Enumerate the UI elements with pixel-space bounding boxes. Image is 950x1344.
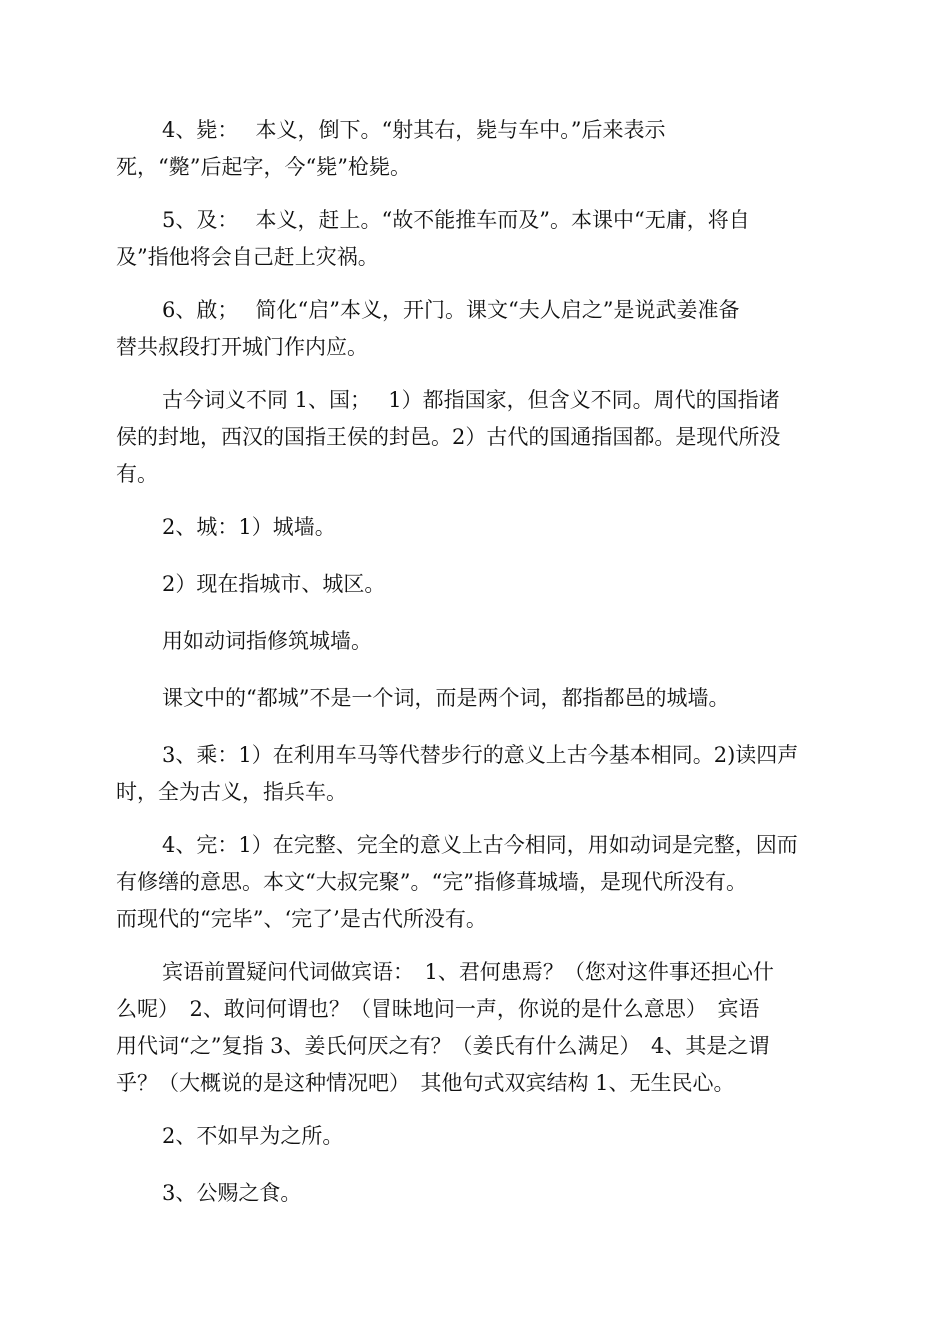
line: 3、乘：1）在利用车马等代替步行的意义上古今基本相同。2)读四声 (162, 743, 799, 767)
paragraph-ducheng (116, 680, 828, 717)
line: 4、完：1）在完整、完全的意义上古今相同，用如动词是完整，因而 (162, 833, 798, 857)
line: 侯的封地，西汉的国指王侯的封邑。2）古代的国通指国都。是现代所没 (116, 425, 781, 449)
line: 么呢） 2、敢问何谓也？（冒昧地问一声，你说的是什么意思） 宾语 (116, 997, 760, 1021)
document-page (116, 112, 828, 1232)
paragraph-qi (116, 292, 828, 366)
line: 6、啟； 简化“启”本义，开门。课文“夫人启之”是说武姜准备 (162, 298, 740, 322)
line: 3、公赐之食。 (162, 1181, 302, 1205)
paragraph-example-3 (116, 1175, 828, 1212)
line: 时，全为古义，指兵车。 (116, 780, 347, 804)
line: 替共叔段打开城门作内应。 (116, 335, 368, 359)
paragraph-cheng (116, 509, 828, 546)
paragraph-cheng-verb (116, 623, 828, 660)
line: 及”指他将会自己赶上灾祸。 (116, 245, 379, 269)
paragraph-ji (116, 202, 828, 276)
line: 2、城：1）城墙。 (162, 515, 336, 539)
line: 课文中的“都城”不是一个词，而是两个词，都指都邑的城墙。 (162, 686, 730, 710)
line: 宾语前置疑问代词做宾语： 1、君何患焉？（您对这件事还担心什 (162, 960, 774, 984)
paragraph-object-preposing (116, 954, 828, 1102)
line: 2）现在指城市、城区。 (162, 572, 386, 596)
line: 2、不如早为之所。 (162, 1124, 344, 1148)
line: 用代词“之”复指 3、姜氏何厌之有？（姜氏有什么满足） 4、其是之谓 (116, 1034, 770, 1058)
paragraph-cheng-2 (116, 566, 828, 603)
paragraph-bi (116, 112, 828, 186)
line: 用如动词指修筑城墙。 (162, 629, 372, 653)
line: 乎？（大概说的是这种情况吧） 其他句式双宾结构 1、无生民心。 (116, 1071, 735, 1095)
line: 5、及： 本义，赶上。“故不能推车而及”。本课中“无庸，将自 (162, 208, 750, 232)
line: 有。 (116, 462, 158, 486)
paragraph-guo (116, 382, 828, 493)
line: 死，“斃”后起字，今“毙”枪毙。 (116, 155, 411, 179)
line: 4、毙： 本义，倒下。“射其右，毙与车中。”后来表示 (162, 118, 666, 142)
paragraph-example-2 (116, 1118, 828, 1155)
paragraph-wan (116, 827, 828, 938)
line: 有修缮的意思。本文“大叔完聚”。“完”指修葺城墙，是现代所没有。 (116, 870, 747, 894)
paragraph-sheng (116, 737, 828, 811)
line: 而现代的“完毕”、‘完了’是古代所没有。 (116, 907, 487, 931)
line: 古今词义不同 1、国； 1）都指国家，但含义不同。周代的国指诸 (162, 388, 780, 412)
